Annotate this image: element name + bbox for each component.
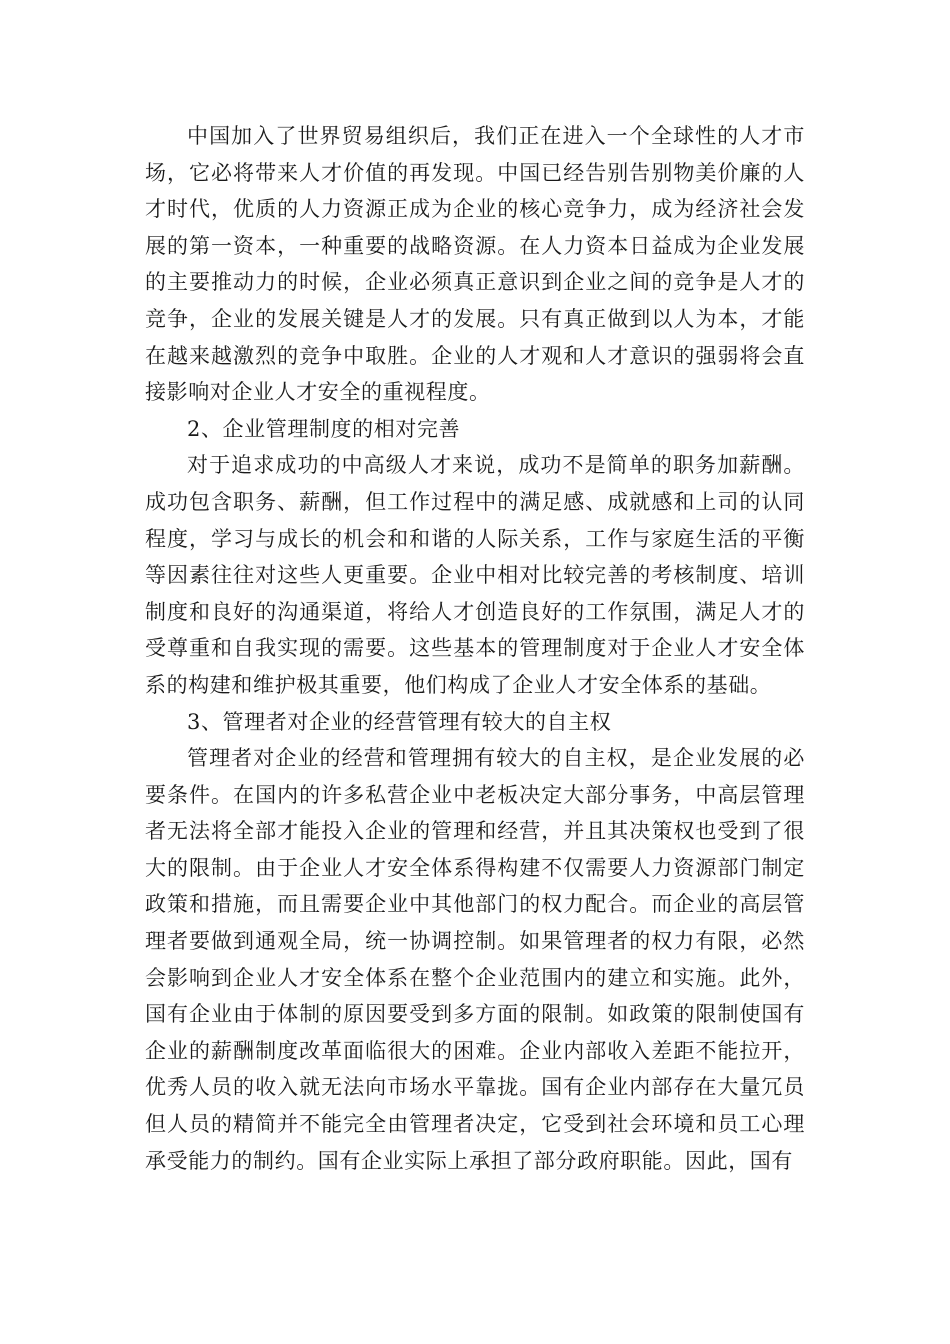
document-body bbox=[145, 118, 805, 1179]
section-heading-manager-autonomy: 3、管理者对企业的经营管理有较大的自主权 bbox=[187, 709, 612, 734]
paragraph-manager-autonomy: 管理者对企业的经营和管理拥有较大的自主权，是企业发展的必要条件。在国内的许多私营企业中老板决定大部分事务，中高层管理者无法将全部才能投入企业的管理和经营，并且其决策权也受到了很大的限制。由于企业人才安全体系得构建不仅需要人力资源部门制定政策和措施，而且需要企业中其他部门的权力配合。而企业的高层管理者要做到通观全局，统一协调控制。如果管理者的权力有限，必然会影响到企业人才安全体系在整个企业范围内的建立和实施。此外，国有企业由于体制的原因要受到多方面的限制。如政策的限制使国有企业的薪酬制度改革面临很大的困难。企业内部收入差距不能拉开，优秀人员的收入就无法向市场水平靠拢。国有企业内部存在大量冗员但人员的精简并不能完全由管理者决定，它受到社会环境和员工心理承受能力的制约。国有企业实际上承担了部分政府职能。因此，国有 bbox=[145, 746, 805, 1173]
paragraph-management-system: 对于追求成功的中高级人才来说，成功不是简单的职务加薪酬。成功包含职务、薪酬，但工作过程中的满足感、成就感和上司的认同程度，学习与成长的机会和和谐的人际关系，工作与家庭生活的平衡等因素往往对这些人更重要。企业中相对比较完善的考核制度、培训制度和良好的沟通渠道，将给人才创造良好的工作氛围，满足人才的受尊重和自我实现的需要。这些基本的管理制度对于企业人才安全体系的构建和维护极其重要，他们构成了企业人才安全体系的基础。 bbox=[145, 453, 805, 697]
paragraph-talent-market: 中国加入了世界贸易组织后，我们正在进入一个全球性的人才市场，它必将带来人才价值的再发现。中国已经告别告别物美价廉的人才时代，优质的人力资源正成为企业的核心竞争力，成为经济社会发展的第一资本，一种重要的战略资源。在人力资本日益成为企业发展的主要推动力的时候，企业必须真正意识到企业之间的竞争是人才的竞争，企业的发展关键是人才的发展。只有真正做到以人为本，才能在越来越激烈的竞争中取胜。企业的人才观和人才意识的强弱将会直接影响对企业人才安全的重视程度。 bbox=[145, 124, 805, 405]
section-heading-management-system: 2、企业管理制度的相对完善 bbox=[187, 416, 461, 441]
